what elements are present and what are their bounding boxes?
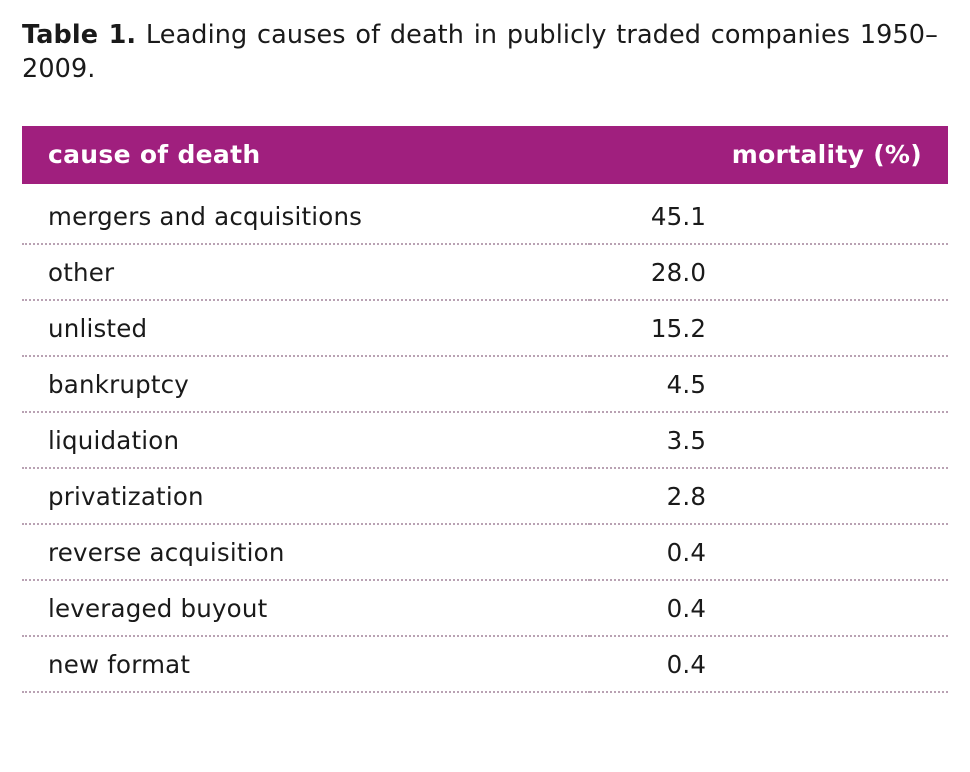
cell-mortality <box>590 184 948 244</box>
cell-mortality-value: 0.4 <box>666 538 707 568</box>
cell-cause: mergers and acquisitions <box>22 184 590 244</box>
cell-mortality <box>590 468 948 524</box>
cell-mortality <box>590 356 948 412</box>
table-row <box>22 356 948 412</box>
cell-mortality-value: 2.8 <box>666 482 707 512</box>
cell-cause: bankruptcy <box>22 356 590 412</box>
table-row <box>22 412 948 468</box>
cell-cause: leveraged buyout <box>22 580 590 636</box>
cell-mortality <box>590 300 948 356</box>
cell-mortality-value: 4.5 <box>666 370 707 400</box>
table-caption <box>22 18 944 86</box>
cell-mortality-value: 28.0 <box>650 258 707 288</box>
cell-mortality <box>590 244 948 300</box>
table-row <box>22 184 948 244</box>
cell-mortality-value: 3.5 <box>666 426 707 456</box>
cell-mortality-value: 15.2 <box>650 314 707 344</box>
table-row <box>22 636 948 692</box>
column-header-mortality: mortality (%) <box>590 126 948 184</box>
cell-mortality-value: 0.4 <box>666 650 707 680</box>
cell-cause: privatization <box>22 468 590 524</box>
table-row <box>22 300 948 356</box>
column-header-cause-of-death: cause of death <box>22 126 590 184</box>
table-body <box>22 184 948 692</box>
cell-cause: unlisted <box>22 300 590 356</box>
cell-mortality <box>590 412 948 468</box>
cell-mortality <box>590 524 948 580</box>
table-row <box>22 580 948 636</box>
table-container <box>22 126 948 693</box>
cell-cause: new format <box>22 636 590 692</box>
table-header-row <box>22 126 948 184</box>
table-header <box>22 126 948 184</box>
cell-cause: other <box>22 244 590 300</box>
caption-text: Leading causes of death in publicly traded companies 1950– 2009. <box>22 20 938 85</box>
table-row <box>22 244 948 300</box>
cell-mortality-value: 45.1 <box>650 202 707 232</box>
cell-mortality-value: 0.4 <box>666 594 707 624</box>
caption-label: Table 1. <box>22 20 137 50</box>
cell-cause: liquidation <box>22 412 590 468</box>
cell-cause: reverse acquisition <box>22 524 590 580</box>
causes-of-death-table <box>22 126 948 693</box>
cell-mortality <box>590 580 948 636</box>
cell-mortality <box>590 636 948 692</box>
table-row <box>22 524 948 580</box>
table-row <box>22 468 948 524</box>
